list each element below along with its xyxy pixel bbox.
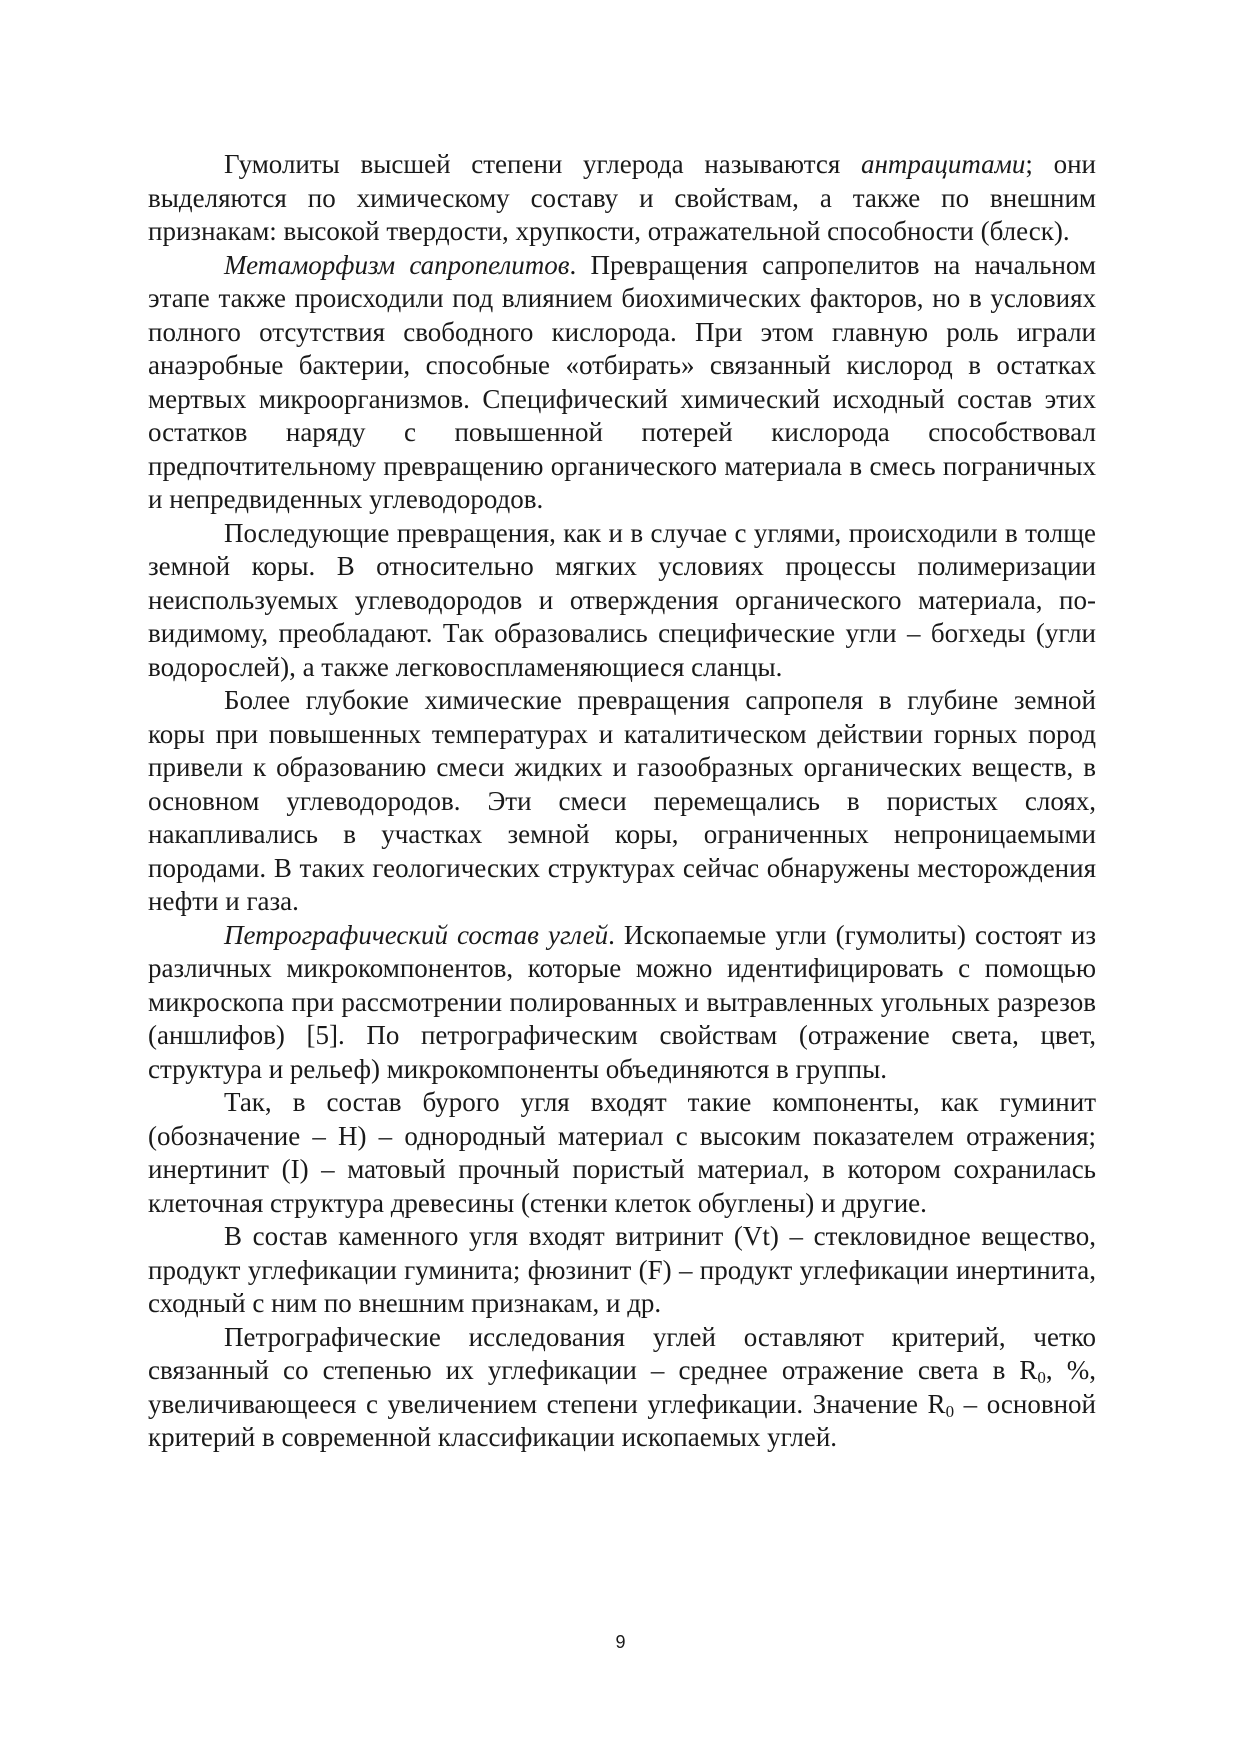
- paragraph-brown-coal: [148, 1086, 1096, 1220]
- italic-heading-petrographic: Петрографический состав углей: [224, 919, 609, 950]
- paragraph-text: В состав каменного угля входят витринит (Vt) – стекловидное вещество, продукт углефикации гуминита; фюзинит (F) – продукт углефикации инертинита, сходный с ним по внешним признакам, и др.: [148, 1221, 1096, 1318]
- paragraph-reflectance-criterion: [148, 1321, 1096, 1455]
- paragraph-text: , %, увеличивающееся с увеличением степени углефикации. Значение R: [148, 1355, 1096, 1419]
- paragraph-anthracites: [148, 148, 1096, 249]
- document-page: [148, 148, 1096, 1455]
- paragraph-petrographic-composition: [148, 919, 1096, 1087]
- paragraph-sapropelite-metamorphism: [148, 249, 1096, 517]
- italic-heading-metamorphism: Метаморфизм сапропелитов: [224, 249, 570, 280]
- subscript: 0: [945, 1401, 955, 1421]
- paragraph-text: ; они выделяются по химическому составу и свойствам, а также по внешним признакам: высокой твердости, хрупкости, отражательной способности (блеск).: [148, 149, 1096, 246]
- paragraph-text: – основной критерий в современной классификации ископаемых углей.: [148, 1388, 1096, 1452]
- paragraph-text: Гумолиты высшей степени углерода называются: [224, 149, 861, 179]
- paragraph-text: Петрографические исследования углей оставляют критерий, четко связанный со степенью их углефикации – среднее отражение света в R: [148, 1321, 1096, 1385]
- paragraph-text: . Ископаемые угли (гумолиты) состоят из различных микрокомпонентов, которые можно идентифицировать с помощью микроскопа при рассмотрении полированных и вытравленных угольных разрезов (аншлифов) [5]. По петрографическим свойствам (отражение света, цвет, структура и рельеф) микрокомпоненты объединяются в группы.: [148, 919, 1096, 1084]
- subscript: 0: [1037, 1368, 1046, 1387]
- paragraph-text: Более глубокие химические превращения сапропеля в глубине земной коры при повышенных температурах и каталитическом действии горных пород привели к образованию смеси жидких и газообразных органических веществ, в основном углеводородов. Эти смеси перемещались в пористых слоях, накапливались в участках земной коры, ограниченных непроницаемыми породами. В таких геологических структурах сейчас обнаружены месторождения нефти и газа.: [148, 685, 1096, 916]
- paragraph-deep-transformations: [148, 684, 1096, 919]
- page-number: 9: [615, 1632, 626, 1652]
- paragraph-text: Так, в состав бурого угля входят такие компоненты, как гуминит (обозначение – H) – однородный материал с высоким показателем отражения; инертинит (I) – матовый прочный пористый материал, в котором сохранилась клеточная структура древесины (стенки клеток обуглены) и другие.: [148, 1087, 1096, 1218]
- paragraph-text: Последующие превращения, как и в случае с углями, происходили в толще земной коры. В относительно мягких условиях процессы полимеризации неиспользуемых углеводородов и отверждения органического материала, по-видимому, преобладают. Так образовались специфические угли – богхеды (угли водорослей), а также легковоспламеняющиеся сланцы.: [148, 517, 1096, 682]
- paragraph-hard-coal: [148, 1220, 1096, 1321]
- paragraph-text: . Превращения сапропелитов на начальном этапе также происходили под влиянием биохимических факторов, но в условиях полного отсутствия свободного кислорода. При этом главную роль играли анаэробные бактерии, способные «отбирать» связанный кислород в остатках мертвых микроорганизмов. Специфический химический исходный состав этих остатков наряду с повышенной потерей кислорода способствовал предпочтительному превращению органического материала в смесь пограничных и непредвиденных углеводородов.: [148, 249, 1096, 514]
- italic-term-anthracites: антрацитами: [860, 149, 1026, 179]
- paragraph-subsequent-transformations: [148, 517, 1096, 685]
